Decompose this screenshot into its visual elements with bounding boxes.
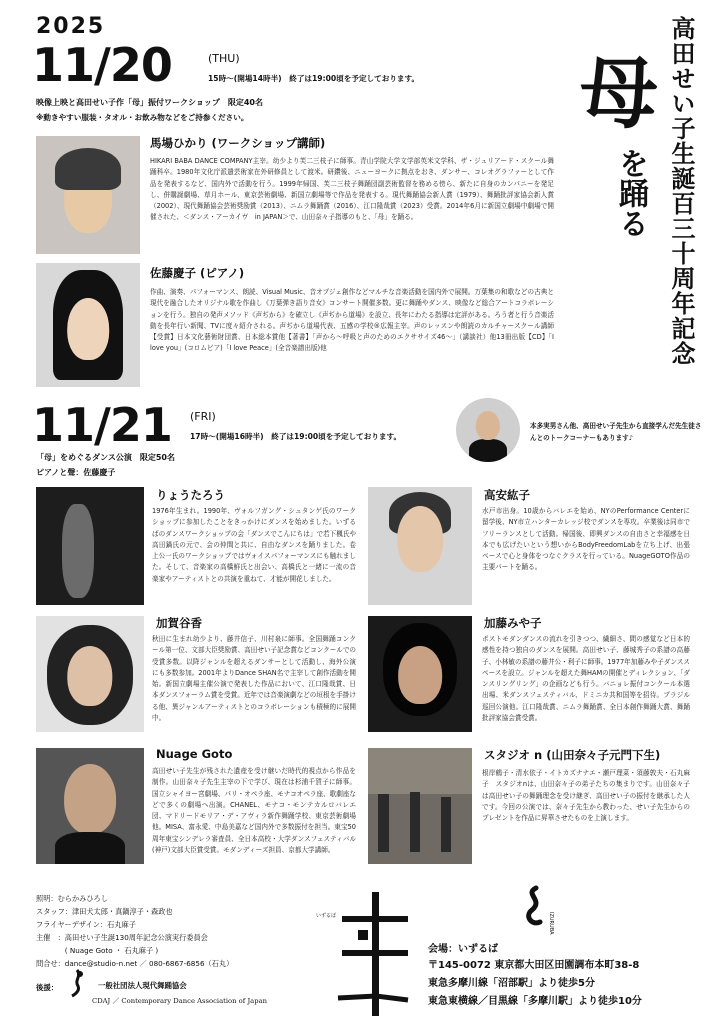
day2-note: 本多実男さん他、高田せい子先生から直接学んだ先生徒さんとのトークコーナーもあります♪ [530,422,702,442]
photo-takayasu-hiroko [368,487,472,605]
izuruba-logo-text: IZURUBA [548,912,554,935]
venue-label: 会場：いずるば [428,944,498,955]
day1-year: 2025 [36,14,106,39]
izuruba-logo-icon [518,884,548,930]
performer-bio: ポストモダンダンスの流れを引きつつ、繊細さ、間の感覚など日本的感性を持つ独自のダンスを展開。高田せい子、藤城秀子の系譜の高藤子、小林敏の系譜の藤井公・利子に師事。1977年加藤みや子ダンススペースを設立。ジャンルを超えた舞HAMの開催とディレクション、「ダンスリングリング」の企画なども行う。バニョレ振付コンクール本選出場、米ダンスフェスティバル、ドミニカ共和国等を招待。ブラジル巡回公演他。江口隆哉賞、ニムラ舞踊賞、全日本創作舞踊大賞、舞踊批評家協会賞受賞。 [482,635,690,723]
performer-name: 佐藤慶子 (ピアノ) [150,266,245,280]
photo-kato-miyako [368,616,472,732]
credit-line: スタッフ：津田犬太郎・真鍋淳子・森政也 [36,907,173,916]
title-sub: を踊る [613,148,648,238]
credit-line: 問合せ：dance@studio-n.net ／ 080-6867-6856（石丸） [36,959,234,968]
day2-time: 17時〜(開場16時半) 終了は19:00頃を予定しております。 [190,432,402,441]
performer-bio: 根岸鶴子・清水依子・イトカズナナエ・瀬戸理菜・須藤敦夫・石丸麻子 スタジオnは、山田奈々子の弟子たちの集まりです。山田奈々子は高田せい子の舞踊理念を受け継ぎ、高田せい子の振付を継承した人です。今回の公演では、奈々子先生から教わった、せい子先生からのプレゼントを作品に昇華させたものを上演します。 [482,769,690,823]
credit-line: ( Nuage Goto ・ 石丸麻子 ) [36,946,159,955]
photo-kagaya-kaori [36,616,144,732]
performer-name: Nuage Goto [156,747,233,761]
support-org-en: CDAJ ／ Contemporary Dance Association of Japan [92,997,268,1005]
support-org: 一般社団法人現代舞踊協会 [98,981,187,990]
performer-bio: 高田せい子先生が残された遺産を受け継いだ時代的視点から作品を制作。山田奈々子先生主宰の下で学び、現在は杉浦千賀子に師事。国立シャイヨー宮劇場、パリ・オペラ座、モナコオペラ座、歌劇座などで多くの劇場へ出演。CHANEL、モナコ・モンテカルロバレエ団、マドリードモリア・デ・アヴィラ新作舞踊学校、東京芸術劇場他。MISA、富永愛、中島美嘉など国内外で多数振付を担当。東宝50周年東宝シンデレラ審査員、全日本高校・大学ダンスフェスティバル(神戸)文部大臣賞受賞。モダンディーズ担員、京都大学講師。 [152,767,357,855]
venue-access2: 東急東横線／目黒線「多摩川駅」より徒歩10分 [428,996,642,1007]
day2-date: 11/21 [32,398,172,452]
day1-date: 11/20 [32,38,172,92]
day2-dow: (FRI) [190,410,216,423]
day2-desc: 「母」をめぐるダンス公演 限定50名 [36,453,175,462]
photo-honda-mitsuo [456,398,520,462]
title-big-char: 母 [567,52,658,130]
day1-desc: 映像上映と高田せい子作「母」振付ワークショップ 限定40名 [36,98,263,107]
credit-line: 主催 ：高田せい子生誕130周年記念公演実行委員会 [36,933,208,942]
day2-piano: ピアノと聲：佐藤慶子 [36,468,116,477]
day1-dow: (THU) [208,52,240,65]
photo-studio-n [368,748,472,864]
day1-note: ※動きやすい服装・タオル・お飲み物などをご持参ください。 [36,113,249,122]
photo-ryotaro [36,487,144,605]
cdaj-logo-icon [64,968,90,998]
day1-time: 15時〜(開場14時半) 終了は19:00頃を予定しております。 [208,74,420,83]
photo-nuage-goto [36,748,144,864]
venue-map [316,888,416,1018]
performer-bio: 1976年生まれ。1990年、ヴォルフガング・シュタンゲ氏のワークショップに参加したことをきっかけにダンスを始めました。いずるばのダンスワークショップの会「ダンスでこんにちは」で若下楓氏や高田鍋氏の元で、会の仲間と共に、自由なダンスを踊りました。卷上公一氏のワークショップではヴォイスパフォーマンスにも触れました。そして、音楽家の高橋鮮氏と出会い、高橋氏と一緒に一流の音楽家やアーティストとの共演を重ねて、才能が開花しました。 [152,507,357,583]
photo-sato-keiko [36,263,140,387]
performer-name: 高安紘子 [484,488,530,502]
venue-address: 〒145-0072 東京都大田区田園調布本町38-8 [428,960,640,971]
credit-line: フライヤーデザイン：石丸麻子 [36,920,136,929]
support-label: 後援： [36,983,59,992]
map-label: いずるば [316,913,337,919]
performer-bio: 秋田に生まれ幼少より、藤井信子、川村泉に師事。全国舞踊コンクール第一位、文部大臣奨励賞、高田せい子記念賞などコンクールでの受賞多数。以降ジャンルを超えるダンサーとして活動し、海外公演にも多数参加。2001年よりDance SHAN名で主宰して創作活動を開始。新国立劇場主催公演で発表した作品において、江口隆哉賞、日本ダンスフォーラム賞を受賞。近年では音楽演劇などの垣根を手掛ける他、異ジャンルアーティストとのコラボレーションも積極的に展開中。 [152,635,357,723]
performer-name: 加賀谷香 [156,616,202,630]
venue-access1: 東急多摩川線「沼部駅」より徒歩5分 [428,978,595,989]
performer-name: スタジオ n (山田奈々子元門下生) [484,748,661,762]
performer-bio: 作曲、演奏、パフォーマンス、朗読、Visual Music、音オブジェ創作などマルチな音楽活動を国内外で展開。万葉集の和歌などの古典と現代を融合したオリジナル歌を作曲し《万葉弾き語り音女》コンサート開催多数。更に舞踊やダンス、映像など総合アートコラボレーションを行う。独自の発声メソッド《声ぢから》を確立し《声ぢから道場》を設立、長年にわたる指導は定評がある。ろう者と行う音楽活動を長年行い新聞、TVに度々紹介される。声ぢから道場代表、五感の学校®広報主宰。声のレッスンや朗読のカルチャースクール講師【受賞】日本文化藝術財団賞、日本総本賞他【著書】「声から〜呼吸と声のためのエクササイズ46〜」（講談社）他13冊出版【CD】「I love you」(コロムビア)「I love Peace」(全音楽譜出版)他 [150,288,554,353]
performer-bio: HIKARI BABA DANCE COMPANY主宰。幼少より芙二三枝子に師事。青山学院大学文学部英米文学科、ザ・ジュリアード・スクール舞踊科卒。1980年文化庁派遣芸術家在外研修員として渡米。研鑽後、ニューヨークに拠点をおき、ダンサー、コレオグラファーとして作品を発表するなど、国内外で活動を行う。1999年帰国、芙二三枝子舞踊団副芸術監督を務める傍ら、新たに自身のカンパニーを発足し、併購誕劇場、草月ホール、東京芸術劇場、新国立劇場等で作品を発表する。現代舞踊協会新人賞（1979）、舞踊批評家協会新人賞（2002）、現代舞踊協会芸術奨励賞（2013）、ニムラ舞踊賞（2016）、江口隆哉賞（2023）受賞。2014年6月に新国立劇場中劇場で開催された、＜ダンス・アーカイヴ in JAPAN＞で、山田奈々子指導のもと、「母」を踊る。 [150,157,554,222]
performer-name: りょうたろう [156,488,225,502]
credit-line: 照明：むらかみひろし [36,894,108,903]
credits [36,892,306,970]
title-vertical-line1: 高田せい子生誕百三十周年記念 [667,16,696,366]
photo-baba-hikari [36,136,140,254]
performer-name: 馬場ひかり (ワークショップ講師) [150,136,326,150]
performer-name: 加藤みや子 [484,616,542,630]
performer-bio: 水戸市出身。10歳からバレエを始め、NYのPerformance Centerに留学後、NY市立ハンターカレッジ校でダンスを専攻。卒業後は同市でフリーランスとして活動。帰国後、即興ダンスの自由さと幸福感を日本でも広げたいという想いからBodyFreedomLabを立ち上げ、出張ベースで心と身体をつなぐクラスを行っている。NuageGOTO作品の主要パートを踊る。 [482,507,690,572]
